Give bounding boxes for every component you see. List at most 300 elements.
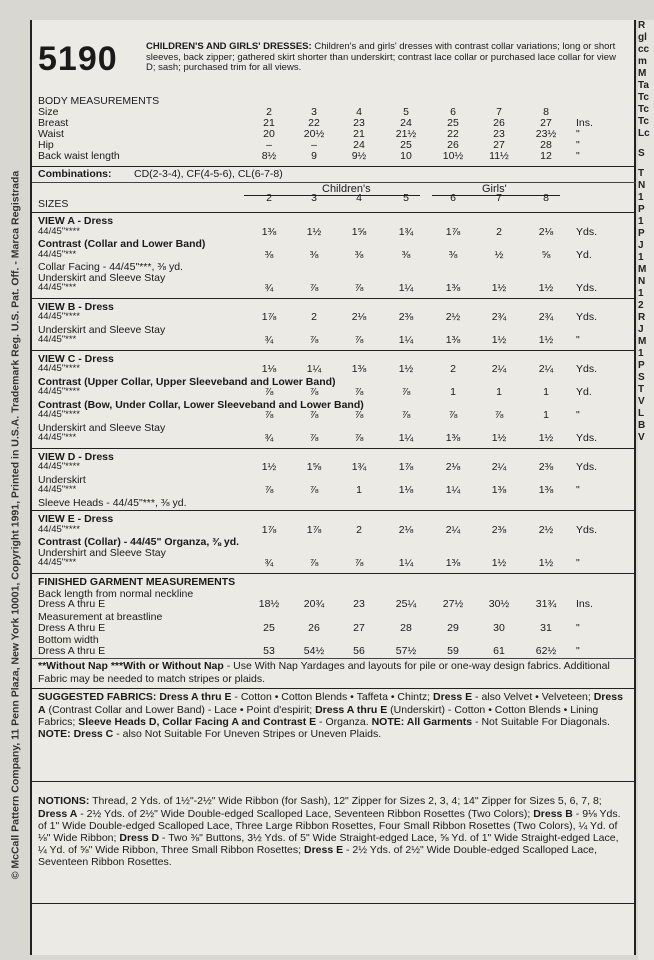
value-cell: 1: [543, 386, 549, 399]
value-cell: –: [266, 139, 272, 151]
value-cell: 7: [496, 192, 502, 204]
text-run: - Two ⅜" Buttons, 3½ Yds. of 5" Wide Straight-edged Lace, ⅝ Yd. of 1" Wide Straight-edged Lace, ¼ Yd. of ⅝" Wide Ribbon, Three Small Ribbon Rosettes;: [38, 832, 619, 857]
value-cell: 1⅜: [445, 432, 461, 445]
strip-fragment: Ta: [638, 80, 649, 91]
value-cell: 62½: [535, 644, 557, 657]
value-cell: 1: [450, 386, 456, 399]
value-cell: 61: [493, 644, 505, 657]
row-label: 44/45"***: [38, 432, 77, 444]
row-label: Contrast (Collar) - 44/45" Organza, ⅜ yd.: [38, 536, 240, 549]
value-cell: 2½: [538, 523, 554, 536]
table-row: [38, 645, 632, 657]
row-label: 44/45"****: [38, 363, 80, 375]
unit-cell: Ins.: [576, 598, 593, 611]
rule-line: [32, 510, 636, 511]
unit-cell: Yds.: [576, 461, 598, 474]
value-cell: 1½: [491, 334, 507, 347]
unit-cell: Yd.: [576, 248, 592, 261]
row-label: Size: [38, 106, 59, 118]
value-cell: ⅞: [354, 409, 364, 422]
strip-fragment: 1: [638, 192, 644, 203]
table-row: [38, 311, 632, 323]
unit-cell: Yd.: [576, 386, 592, 399]
value-cell: 1⅞: [398, 461, 414, 474]
value-cell: ⅞: [309, 282, 319, 295]
value-cell: 27: [493, 139, 505, 151]
unit-cell: Yds.: [576, 432, 598, 445]
value-cell: 26: [447, 139, 459, 151]
section-title: FINISHED GARMENT MEASUREMENTS: [38, 575, 236, 588]
text-run: - 9⅛ Yds. of 1" Wide Double-edged Scalloped Lace, Three Large Ribbon Rosettes, Four Small Ribbon Rosettes (Two Colors), ¼ Yd. of ⅛" Wide Ribbon;: [38, 807, 621, 844]
strip-fragment: J: [638, 240, 644, 251]
value-cell: 2: [311, 311, 317, 324]
value-cell: 8½: [261, 150, 277, 162]
rule-line: [32, 350, 636, 351]
value-cell: 2⅛: [398, 523, 414, 536]
value-cell: 31: [540, 621, 552, 634]
text-run: - Organza.: [316, 715, 372, 728]
text-run: Thread, 2 Yds. of 1½"-2½" Wide Ribbon (for Sash), 12" Zipper for Sizes 2, 3, 4; 14" Zipper for Sizes 5, 6, 7, 8;: [89, 795, 602, 808]
row-label: Underskirt: [38, 473, 86, 486]
value-cell: 25: [447, 117, 459, 129]
row-label: Collar Facing - 44/45"***, ⅜ yd.: [38, 261, 183, 273]
text-run: (Underskirt) - Cotton • Cotton Blends • Lining Fabrics;: [38, 703, 599, 728]
table-row: [38, 432, 632, 444]
value-cell: 1¼: [398, 432, 414, 445]
value-cell: 1: [356, 484, 362, 497]
table-row: [38, 461, 632, 473]
value-cell: 1⅛: [261, 363, 277, 376]
value-cell: 7: [496, 106, 502, 118]
value-cell: 1¼: [306, 363, 322, 376]
row-label: Sleeve Heads - 44/45"***, ⅜ yd.: [38, 496, 187, 509]
value-cell: 27: [540, 117, 552, 129]
value-cell: 1½: [538, 557, 554, 570]
value-cell: 53: [263, 644, 275, 657]
value-cell: 28: [400, 621, 412, 634]
value-cell: 2¼: [538, 363, 554, 376]
table-row: [38, 386, 632, 398]
value-cell: ⅞: [354, 557, 364, 570]
row-label: VIEW E - Dress: [38, 513, 114, 526]
rule-line: [32, 903, 636, 904]
strip-fragment: B: [638, 420, 646, 431]
unit-cell: ": [576, 409, 580, 422]
value-cell: ⅝: [541, 248, 551, 261]
value-cell: 1⅜: [351, 363, 367, 376]
value-cell: 21: [353, 128, 365, 140]
strip-fragment: M: [638, 336, 647, 347]
text-run: Dress E: [303, 844, 344, 857]
value-cell: 9½: [351, 150, 367, 162]
unit-cell: Yds.: [576, 523, 598, 536]
row-label: 44/45"***: [38, 557, 77, 569]
value-cell: 8: [543, 192, 549, 204]
value-cell: 3: [311, 106, 317, 118]
value-cell: 2: [496, 225, 502, 238]
value-cell: 1⅜: [538, 484, 554, 497]
value-cell: ⅞: [309, 432, 319, 445]
value-cell: 1⅜: [445, 282, 461, 295]
row-label: Back length from normal neckline: [38, 587, 194, 600]
value-cell: ⅞: [401, 386, 411, 399]
strip-fragment: 1: [638, 252, 644, 263]
strip-fragment: 1: [638, 216, 644, 227]
value-cell: 2¼: [445, 523, 461, 536]
value-cell: 2⅜: [491, 523, 507, 536]
value-cell: 11½: [489, 150, 509, 162]
unit-cell: ": [576, 621, 580, 634]
text-run: Dress A thru E: [315, 703, 388, 716]
value-cell: ⅜: [309, 248, 319, 261]
table-row: [38, 363, 632, 375]
value-cell: 2⅜: [538, 461, 554, 474]
text-run: NOTE: All Garments: [371, 715, 473, 728]
row-label: SIZES: [38, 198, 69, 210]
value-cell: ½: [494, 248, 504, 261]
value-cell: 30½: [488, 598, 510, 611]
value-cell: 1½: [491, 557, 507, 570]
rule-line: [32, 448, 636, 449]
strip-fragment: T: [638, 384, 645, 395]
table-row: [38, 557, 632, 569]
value-cell: 1¼: [398, 557, 414, 570]
row-label: 44/45"***: [38, 282, 77, 294]
rule-line: [32, 658, 636, 659]
value-cell: 24: [353, 139, 365, 151]
value-cell: 56: [353, 644, 365, 657]
row-label: Underskirt and Sleeve Stay: [38, 323, 166, 336]
value-cell: 1½: [398, 363, 414, 376]
value-cell: 1: [543, 409, 549, 422]
value-cell: 1⅝: [306, 461, 322, 474]
strip-fragment: R: [638, 312, 646, 323]
text-run: (Contrast Collar and Lower Band) - Lace • Point d'espirit;: [45, 703, 316, 716]
strip-fragment: N: [638, 276, 646, 287]
value-cell: 6: [450, 106, 456, 118]
row-label: 44/45"***: [38, 334, 77, 346]
value-cell: ⅞: [448, 409, 458, 422]
strip-fragment: Tc: [638, 116, 649, 127]
value-cell: ⅜: [354, 248, 364, 261]
value-cell: 2¼: [491, 363, 507, 376]
text-run: Dress B: [533, 807, 573, 820]
strip-fragment: Tc: [638, 92, 649, 103]
value-cell: 23: [353, 117, 365, 129]
table-row: [38, 409, 632, 421]
row-label: Dress A thru E: [38, 621, 106, 634]
value-cell: 3: [311, 192, 317, 204]
rule-line: [32, 573, 636, 574]
value-cell: ⅞: [264, 409, 274, 422]
value-cell: 23½: [535, 128, 557, 140]
text-run: - 2½ Yds. of 2½" Wide Double-edged Scalloped Lace, Seventeen Ribbon Rosettes.: [38, 844, 598, 869]
value-cell: 25¼: [395, 598, 417, 611]
value-cell: ⅞: [264, 484, 274, 497]
section-title: BODY MEASUREMENTS: [38, 95, 160, 107]
value-cell: 27½: [442, 598, 464, 611]
notions: [38, 795, 630, 868]
table-row: [38, 282, 632, 294]
value-cell: ¾: [264, 334, 274, 347]
girls-header: Girls': [482, 183, 507, 195]
value-cell: 26: [308, 621, 320, 634]
strip-fragment: M: [638, 264, 647, 275]
text-run: Sleeve Heads D, Collar Facing A and Contrast E: [78, 715, 317, 728]
value-cell: ⅞: [309, 484, 319, 497]
row-label: VIEW A - Dress: [38, 215, 114, 227]
value-cell: 25: [263, 621, 275, 634]
text-run: Dress D: [119, 832, 160, 844]
rule-line: [32, 212, 636, 213]
row-label: 44/45"***: [38, 484, 77, 496]
value-cell: 1⅜: [445, 334, 461, 347]
suggested-fabrics: [38, 691, 630, 740]
row-label: Dress A thru E: [38, 644, 106, 657]
table-row: [38, 150, 632, 162]
value-cell: 21½: [395, 128, 417, 140]
strip-fragment: P: [638, 360, 645, 371]
value-cell: 30: [493, 621, 505, 634]
value-cell: 24: [400, 117, 412, 129]
strip-fragment: P: [638, 204, 645, 215]
value-cell: ⅞: [354, 334, 364, 347]
value-cell: –: [311, 139, 317, 151]
value-cell: 2⅜: [398, 311, 414, 324]
table-row: [38, 226, 632, 238]
strip-fragment: 1: [638, 348, 644, 359]
strip-fragment: cc: [638, 44, 650, 55]
value-cell: 2⅛: [445, 461, 461, 474]
text-run: NOTE: Dress C: [38, 728, 114, 740]
nap-note: [38, 660, 630, 684]
strip-fragment: R: [638, 20, 646, 31]
row-label: VIEW D - Dress: [38, 450, 114, 463]
rule-line: [32, 166, 636, 167]
row-label: 44/45"****: [38, 311, 80, 323]
value-cell: ⅜: [448, 248, 458, 261]
childrens-header: Children's: [322, 183, 371, 195]
text-run: Dress E: [433, 691, 473, 704]
value-cell: 25: [400, 139, 412, 151]
text-run: - Cotton • Cotton Blends • Taffeta • Chintz;: [231, 691, 434, 704]
unit-cell: Yds.: [576, 311, 598, 324]
value-cell: 18½: [258, 598, 280, 611]
strip-fragment: P: [638, 228, 645, 239]
value-cell: ⅞: [309, 557, 319, 570]
pattern-number: 5190: [38, 40, 118, 78]
row-label: Dress A thru E: [38, 598, 106, 611]
combinations-label: Combinations:: [38, 168, 112, 180]
value-cell: 22: [447, 128, 459, 140]
unit-cell: Ins.: [576, 117, 593, 129]
text-run: Dress A: [38, 807, 78, 820]
value-cell: ⅞: [309, 386, 319, 399]
value-cell: 26: [493, 117, 505, 129]
value-cell: ⅞: [401, 409, 411, 422]
unit-cell: ": [576, 557, 580, 570]
strip-fragment: M: [638, 68, 647, 79]
row-label: Hip: [38, 139, 54, 151]
value-cell: 54½: [303, 644, 325, 657]
rule-line: [32, 688, 636, 689]
table-row: [38, 622, 632, 634]
text-run: - also Velvet • Velveteen;: [472, 691, 594, 704]
value-cell: 1⅞: [261, 523, 277, 536]
row-label: Back waist length: [38, 150, 120, 162]
value-cell: 1⅜: [261, 225, 277, 238]
value-cell: 1½: [261, 461, 277, 474]
text-run: ***With or Without Nap: [110, 660, 224, 673]
value-cell: 1⅞: [445, 225, 461, 238]
table-row: [38, 484, 632, 496]
strip-fragment: 1: [638, 288, 644, 299]
value-cell: 1⅜: [491, 484, 507, 497]
value-cell: 4: [356, 192, 362, 204]
table-row: [38, 249, 632, 261]
row-label: Contrast (Bow, Under Collar, Lower Sleeveband and Lower Band): [38, 398, 364, 411]
value-cell: 57½: [395, 644, 417, 657]
value-cell: 1½: [538, 282, 554, 295]
row-label: 44/45"****: [38, 461, 80, 473]
value-cell: 2¾: [538, 311, 554, 324]
strip-fragment: 2: [638, 300, 644, 311]
strip-fragment: V: [638, 432, 645, 443]
text-run: - also Not Suitable For Uneven Stripes or Uneven Plaids.: [113, 728, 382, 740]
row-label: Contrast (Collar and Lower Band): [38, 238, 206, 250]
value-cell: 2: [266, 106, 272, 118]
value-cell: ⅜: [401, 248, 411, 261]
value-cell: ⅜: [264, 248, 274, 261]
unit-cell: Yds.: [576, 363, 598, 376]
adjacent-page-strip: [638, 20, 654, 960]
value-cell: 1½: [538, 432, 554, 445]
strip-fragment: L: [638, 408, 645, 419]
strip-fragment: S: [638, 372, 645, 383]
value-cell: 5: [403, 106, 409, 118]
row-label: Measurement at breastline: [38, 611, 163, 623]
value-cell: 23: [353, 598, 365, 611]
value-cell: 2⅛: [351, 311, 367, 324]
value-cell: 1⅞: [261, 311, 277, 324]
strip-fragment: J: [638, 324, 644, 335]
strip-fragment: m: [638, 56, 647, 67]
value-cell: 1: [496, 386, 502, 399]
value-cell: 23: [493, 128, 505, 140]
row-label: 44/45"***: [38, 248, 77, 260]
text-run: NOTIONS:: [38, 795, 90, 808]
value-cell: 2½: [445, 311, 461, 324]
value-cell: 29: [447, 621, 459, 634]
text-run: Dress A: [38, 691, 623, 716]
rule-line: [32, 781, 636, 782]
copyright-side-text: © McCall Pattern Company, 11 Penn Plaza, New York 10001, Copyright 1991, Printed in U.S.A. Trademark Reg. U.S. Pat. Off. - Marca Registrada: [9, 170, 22, 880]
row-label: Breast: [38, 117, 69, 129]
value-cell: ⅞: [354, 386, 364, 399]
row-label: 44/45"****: [38, 225, 80, 237]
strip-fragment: S: [638, 148, 645, 159]
unit-cell: ": [576, 484, 580, 497]
value-cell: 59: [447, 644, 459, 657]
value-cell: ¾: [264, 557, 274, 570]
row-label: 44/45"****: [38, 409, 80, 421]
strip-fragment: N: [638, 180, 646, 191]
value-cell: 20¾: [303, 598, 325, 611]
unit-cell: ": [576, 334, 580, 347]
text-run: Children's and girls' dresses with contrast collar variations; long or short sleeves, back zipper; gathered skirt shorter than underskirt; contrast lace collar or purchased lace collar for view D; sash; purchased trim for all views.: [146, 41, 616, 73]
row-label: Undershirt and Sleeve Stay: [38, 546, 166, 559]
value-cell: ⅞: [494, 409, 504, 422]
table-row: [38, 192, 632, 210]
row-label: VIEW B - Dress: [38, 300, 114, 313]
value-cell: 2: [450, 363, 456, 376]
combinations-value: CD(2-3-4), CF(4-5-6), CL(6-7-8): [134, 168, 283, 180]
row-label: 44/45"****: [38, 386, 80, 398]
value-cell: ⅞: [309, 334, 319, 347]
value-cell: 1½: [538, 334, 554, 347]
value-cell: 1¾: [398, 225, 414, 238]
value-cell: 1⅝: [351, 225, 367, 238]
strip-fragment: T: [638, 168, 645, 179]
text-run: - Not Suitable For Diagonals.: [472, 715, 610, 728]
value-cell: 2¼: [491, 461, 507, 474]
value-cell: 5: [403, 192, 409, 204]
value-cell: 12: [540, 150, 552, 162]
pattern-description: [146, 42, 626, 74]
value-cell: ⅞: [309, 409, 319, 422]
table-row: [38, 334, 632, 346]
value-cell: 1⅜: [445, 557, 461, 570]
finished-measurements-title: [38, 576, 632, 588]
text-run: - 2½ Yds. of 2½" Wide Double-edged Scalloped Lace, Seventeen Ribbon Rosettes (Two Colors);: [77, 807, 534, 820]
combinations-row: [38, 168, 632, 180]
strip-fragment: Lc: [638, 128, 650, 139]
strip-fragment: Tc: [638, 104, 649, 115]
table-row: [38, 598, 632, 610]
value-cell: 1¾: [351, 461, 367, 474]
unit-cell: ": [576, 128, 580, 140]
value-cell: 1½: [306, 225, 322, 238]
unit-cell: ": [576, 644, 580, 657]
value-cell: 1½: [491, 432, 507, 445]
table-row: [38, 524, 632, 536]
value-cell: 2⅛: [538, 225, 554, 238]
value-cell: 2¾: [491, 311, 507, 324]
value-cell: 6: [450, 192, 456, 204]
rule-line: [32, 298, 636, 299]
row-label: VIEW C - Dress: [38, 352, 114, 365]
text-run: CHILDREN'S AND GIRLS' DRESSES:: [146, 41, 312, 52]
value-cell: 20: [263, 128, 275, 140]
value-cell: 2: [266, 192, 272, 204]
unit-cell: Yds.: [576, 282, 598, 295]
value-cell: ⅞: [354, 432, 364, 445]
value-cell: 20½: [303, 128, 325, 140]
value-cell: 2: [356, 523, 362, 536]
value-cell: 1¼: [398, 334, 414, 347]
value-cell: 4: [356, 106, 362, 118]
value-cell: 1¼: [398, 282, 414, 295]
row-label: 44/45"****: [38, 523, 80, 535]
row-label: Waist: [38, 128, 64, 140]
unit-cell: ": [576, 139, 580, 151]
row-label: Underskirt and Sleeve Stay: [38, 421, 166, 434]
value-cell: 31¾: [535, 598, 557, 611]
value-cell: 1⅛: [398, 484, 414, 497]
value-cell: ⅞: [264, 386, 274, 399]
value-cell: 1¼: [445, 484, 461, 497]
value-cell: 10½: [442, 150, 464, 162]
